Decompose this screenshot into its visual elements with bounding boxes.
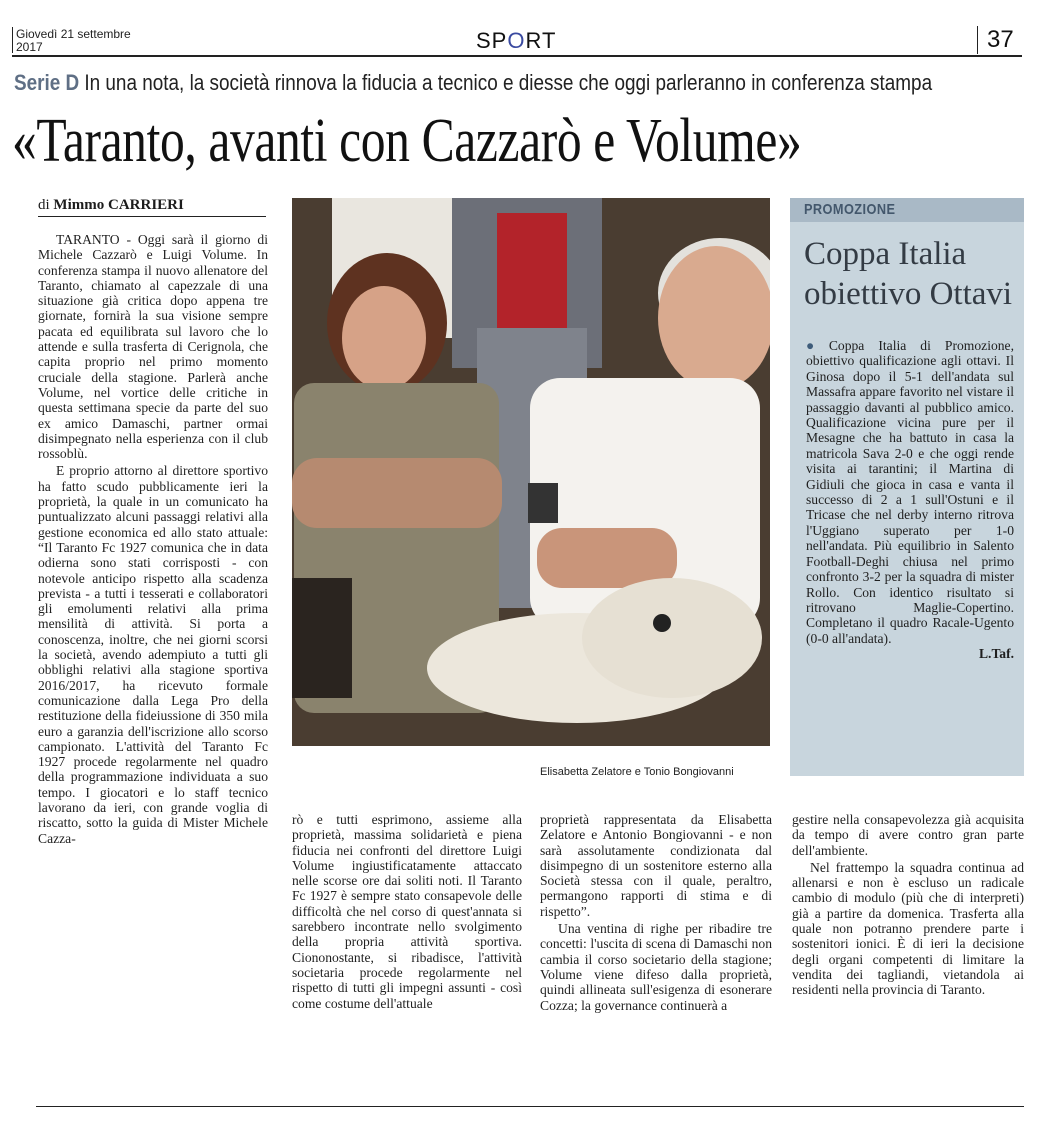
photo-caption: Elisabetta Zelatore e Tonio Bongiovanni bbox=[540, 766, 734, 778]
article-photo bbox=[292, 198, 770, 746]
issue-date bbox=[16, 28, 131, 54]
article-column-4 bbox=[792, 812, 1024, 1102]
byline bbox=[38, 197, 184, 214]
paragraph: rò e tutti esprimono, assieme alla proprietà, massima solidarietà e piena fiducia nei confronti del direttore Luigi Volume ingiustificatamente attaccato nelle scorse ore dai soliti noti. Il Taranto Fc 1927 è sempre stato consapevole delle difficoltà che nel corso di quest'annata si sarebbero incontrate nello svolgimento della propria attività sportiva. Ciononostante, si ribadisce, l'attività societaria procede regolarmente nel rispetto di tutti gli impegni assunti - così come costume dell'attuale bbox=[292, 812, 522, 1011]
kicker-text: In una nota, la società rinnova la fiducia a tecnico e diesse che oggi parleranno in conferenza stampa bbox=[84, 70, 933, 95]
sidebar-title-line-1: Coppa Italia bbox=[804, 236, 967, 272]
sidebar-body bbox=[806, 338, 1014, 662]
section-name bbox=[476, 28, 556, 54]
section-logo-o: O bbox=[507, 28, 526, 53]
sidebar-title-line-2: obiettivo Ottavi bbox=[804, 276, 1013, 312]
issue-date-day: Giovedì 21 settembre bbox=[16, 27, 131, 41]
bullet-icon: ● bbox=[806, 338, 825, 353]
paragraph: Nel frattempo la squadra continua ad allenarsi e non è escluso un radicale cambio di modulo (più che di interpreti) già a partire da domenica. Trasferta alla quale non potranno prendere parte i sostenitori ionici. È di ieri la decisione degli organi competenti di limitare la vendita dei tagliandi, vietandola ai residenti nella provincia di Taranto. bbox=[792, 859, 1024, 998]
article-column-2 bbox=[292, 812, 522, 1102]
sidebar-tag: PROMOZIONE bbox=[804, 201, 896, 218]
paragraph: gestire nella consapevolezza già acquisita da tempo di avere contro gran parte dell'ambiente. bbox=[792, 812, 1024, 858]
kicker-tag: Serie D bbox=[14, 70, 80, 95]
page-number-divider bbox=[977, 26, 978, 54]
photo-illustration bbox=[292, 198, 770, 746]
paragraph: Una ventina di righe per ribadire tre concetti: l'uscita di scena di Damaschi non cambia il corso societario della stagione; Volume viene difeso dalla proprietà, quindi allineata sull'esigenza di esonerare Cozza; la governance continuerà a bbox=[540, 921, 772, 1013]
bottom-rule bbox=[36, 1106, 1024, 1107]
byline-name: Mimmo CARRIERI bbox=[53, 197, 184, 213]
issue-date-year: 2017 bbox=[16, 40, 43, 54]
page-number: 37 bbox=[987, 26, 1014, 53]
paragraph: TARANTO - Oggi sarà il giorno di Michele Cazzarò e Luigi Volume. In conferenza stampa il nuovo allenatore del Taranto, chiamato al capezzale di una situazione già critica dopo appena tre giornate, fornirà la sua visione sempre pacata ed equilibrata sul lavoro che lo attende e sulla trasferta di Cerignola, che capita proprio nel primo momento cruciale della stagione. Parlerà anche Volume, nel vortice delle critiche in questa settimana specie da parte del suo ex amico Damaschi, partner ormai disimpegnato nella esperienza con il club rossoblù. bbox=[38, 232, 268, 462]
article-column-3 bbox=[540, 812, 772, 1102]
paragraph: proprietà rappresentata da Elisabetta Zelatore e Antonio Bongiovanni - e non sarà assolutamente condizionata dal disimpegno di un sostenitore esterno alla Società stessa con il quale, peraltro, permangono rapporti di stima e di rispetto”. bbox=[540, 812, 772, 919]
sidebar-box bbox=[790, 198, 1024, 776]
sidebar-signature: L.Taf. bbox=[978, 646, 1014, 662]
article-column-1 bbox=[38, 232, 268, 1097]
masthead-rule bbox=[12, 55, 1022, 57]
byline-prefix: di bbox=[38, 197, 50, 213]
byline-rule bbox=[38, 216, 266, 217]
paragraph: E proprio attorno al direttore sportivo ha fatto scudo pubblicamente ieri la proprietà, la quale in un comunicato ha puntualizzato alcuni passaggi relativi alla gestione economica ed allo stato attuale: “Il Taranto Fc 1927 comunica che in data odierna sono stati corrisposti - con notevole anticipo rispetto alla scadenza prevista - a tutti i tesserati e collaboratori gli emolumenti relativi alla prima mensilità di attività. Si porta a conoscenza, inoltre, che nei giorni scorsi la società, avendo adempiuto a tutti gli obblighi relativi alla stagione sportiva 2016/2017, ha ricevuto formale comunicazione dalla Lega Pro della restituzione della fideiussione di 350 mila euro a garanzia dell'iscrizione allo scorso campionato. L'attività del Taranto Fc 1927 procede regolarmente nel quadro della programmazione individuata a suo tempo. I giocatori e lo staff tecnico lavorano da ieri, con grande voglia di riscatto, sotto la guida di Mister Michele Cazza- bbox=[38, 463, 268, 846]
masthead-left-tick bbox=[12, 27, 13, 53]
kicker bbox=[14, 70, 932, 96]
section-name-start: SP bbox=[476, 28, 508, 53]
section-name-end: RT bbox=[525, 28, 557, 53]
sidebar-title bbox=[804, 234, 1019, 314]
headline: «Taranto, avanti con Cazzarò e Volume» bbox=[12, 107, 802, 175]
sidebar-text: Coppa Italia di Promozione, obiettivo qualificazione agli ottavi. Il Ginosa dopo il 5-1 dell'andata sul Massafra appare favorito nel vistare il passaggio davanti al pubblico amico. Qualificazione vicina pure per il Mesagne che ha battuto in casa la matricola Sava 2-0 e che oggi rende visita ai tarantini; il Martina di Gidiuli che gioca in casa e vanta il successo di 2 a 1 sull'Ostuni e il Tricase che nel derby interno ritrova l'Uggiano superato per 1-0 nell'andata. Più equilibrio in Salento Football-Deghi chiusa nel primo confronto 3-2 per la squadra di mister Rollo. Con identico risultato si ritrovano Maglie-Copertino. Completano il quadro Racale-Ugento (0-0 all'andata). bbox=[806, 338, 1014, 646]
